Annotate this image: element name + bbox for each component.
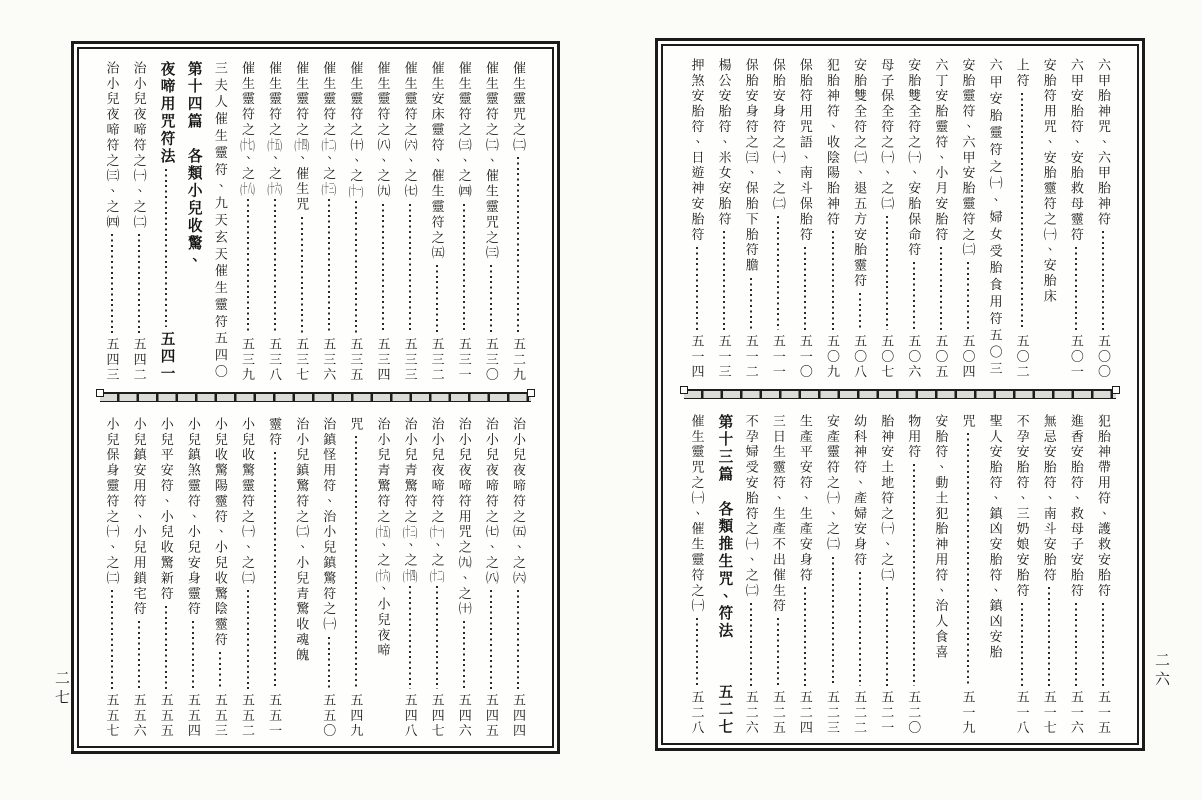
toc-entry [738, 58, 765, 380]
toc-entry-title: 不孕婦受安胎符之㈠、之㈡ [743, 414, 759, 599]
toc-entry [369, 417, 396, 739]
toc-entry [927, 414, 954, 736]
stacked-numeral: (十七) [240, 138, 255, 151]
toc-entry-page-number: 五〇七 [879, 333, 895, 380]
toc-entry [234, 61, 261, 383]
toc-entry-page-number: 五三七 [294, 336, 310, 383]
toc-entry-title: 催生安床靈符、催生靈符之㈤ [429, 61, 445, 262]
toc-entry [397, 61, 424, 383]
toc-entry-page-number: 五四五 [483, 692, 499, 739]
toc-entry-page-number: 五五七 [104, 692, 120, 739]
toc-entry-page-number: 五〇三 [987, 328, 1003, 380]
stacked-numeral: (十三) [321, 181, 336, 195]
toc-entry [819, 58, 846, 380]
toc-entry-page-number: 五二二 [852, 689, 868, 736]
toc-entry-page-number: 五二八 [689, 689, 705, 736]
dot-leader [900, 258, 927, 334]
dot-leader [846, 289, 873, 334]
toc-entry-page-number: 五四二 [131, 336, 147, 383]
toc-entry-page-number: 五三三 [402, 336, 418, 383]
toc-entry-page-number: 五四七 [429, 692, 445, 739]
dot-leader [1063, 243, 1090, 334]
left-page [71, 41, 560, 754]
toc-entry-page-number: 五〇〇 [1095, 333, 1111, 380]
toc-entry [711, 414, 738, 736]
dot-leader [1036, 583, 1063, 689]
toc-entry-page-number: 五四〇 [212, 331, 228, 383]
toc-entry-title: 小兒保身靈符之㈠、之㈡ [104, 417, 120, 587]
toc-entry-page-number: 五三二 [429, 336, 445, 383]
dot-leader [451, 617, 478, 693]
toc-entry [315, 61, 342, 383]
toc-entry-page-number: 五一九 [960, 689, 976, 736]
stacked-numeral: (十一) [430, 524, 445, 538]
dot-leader [900, 460, 927, 690]
dot-leader [819, 227, 846, 333]
toc-entry-title: 保胎符用咒語、南斗保胎符 [797, 58, 813, 243]
dot-leader [153, 165, 180, 330]
dot-leader [684, 243, 711, 334]
binding-divider [684, 389, 1116, 399]
toc-entry-page-number: 五五五 [158, 692, 174, 739]
dot-leader [738, 274, 765, 334]
toc-entry-page-number: 五一八 [1014, 689, 1030, 736]
dot-leader [315, 633, 342, 693]
dot-leader [927, 243, 954, 334]
binding-divider [100, 392, 531, 402]
toc-entry-title: 催生靈符之㈢、之㈣ [456, 61, 472, 200]
dot-leader [126, 617, 153, 693]
toc-entry [1036, 58, 1063, 380]
toc-entry [261, 417, 288, 739]
toc-entry-page-number: 五一四 [689, 333, 705, 380]
toc-entry-page-number: 五四四 [510, 692, 526, 739]
toc-entry-title: 安胎符、動土犯胎神用符、治人食喜 [933, 414, 949, 661]
toc-entry-page-number: 五五三 [212, 692, 228, 739]
toc-entry-title: 治小兒夜啼符之㈠、之㈡ [131, 61, 147, 231]
stacked-numeral: (十六) [375, 568, 391, 582]
toc-entry-title: 第十四篇 各類小兒收驚、 [185, 61, 202, 270]
toc-entry-title: 咒 [348, 417, 364, 433]
stacked-numeral: (十八) [240, 181, 255, 195]
stacked-numeral: (十一) [348, 184, 364, 198]
toc-entry-page-number: 五三〇 [483, 336, 499, 383]
toc-entry-title: 六甲胎神咒、六甲胎神符 [1095, 58, 1111, 228]
toc-entry-title: 治小兒青驚符之(十五)、之(十六)、小兒夜啼 [375, 417, 391, 659]
toc-entry-title: 無忌安胎符、南斗安胎符 [1041, 414, 1057, 584]
toc-entry-title: 治鎮怪用符、治小兒鎮驚符之㈠ [321, 417, 337, 633]
dot-leader [478, 586, 505, 692]
toc-entry-page-number: 五三八 [267, 336, 283, 383]
toc-entry-page-number: 五〇四 [960, 333, 976, 380]
dot-leader [505, 586, 532, 692]
toc-entry-title: 治小兒夜啼符之㈢、之㈣ [104, 61, 120, 231]
left-page-bottom-toc-list [99, 417, 532, 739]
dot-leader [954, 258, 981, 334]
toc-entry-title: 夜啼用咒符法 [158, 61, 175, 166]
toc-entry-title: 胎神安土地符之㈠、之㈡ [879, 414, 895, 584]
toc-entry-title: 靈符 [267, 417, 283, 448]
toc-entry [982, 58, 1009, 380]
toc-entry-title: 催生靈符之㈧、之㈨ [375, 61, 391, 200]
toc-entry-title: 三日生靈符、生產不出催生符 [770, 414, 786, 615]
dot-leader [234, 195, 261, 337]
toc-entry-page-number: 五一〇 [797, 333, 813, 380]
toc-entry-page-number: 五四六 [456, 692, 472, 739]
toc-entry-page-number: 五五一 [267, 692, 283, 739]
toc-entry-title: 小兒收驚靈符之㈠、之㈡ [240, 417, 256, 587]
dot-leader [288, 213, 315, 337]
toc-entry-title: 治小兒夜啼符用咒之㈨、之㈩ [456, 417, 472, 618]
toc-entry [927, 58, 954, 380]
dot-leader [1009, 599, 1036, 690]
dot-leader [424, 582, 451, 693]
dot-leader [234, 586, 261, 692]
stacked-numeral: (十六) [267, 181, 282, 195]
toc-entry-title: 犯胎神符、收陰陽胎神符 [825, 58, 841, 228]
toc-entry-title: 安胎雙全符之㈡、退五方安胎靈符 [852, 58, 868, 289]
toc-entry-page-number: 五三九 [240, 336, 256, 383]
toc-entry-page-number: 五五〇 [321, 692, 337, 739]
toc-entry-page-number: 五二六 [743, 689, 759, 736]
toc-entry-title: 催生靈符之㈡、催生靈咒之㈢ [483, 61, 499, 262]
toc-entry [207, 417, 234, 739]
toc-entry-title: 催生靈咒之㈠、催生靈符之㈠ [689, 414, 705, 615]
toc-entry [738, 414, 765, 736]
toc-entry-page-number: 五四一 [158, 330, 175, 383]
dot-leader [397, 200, 424, 337]
toc-entry-page-number: 五〇一 [1068, 333, 1084, 380]
dot-leader [126, 230, 153, 336]
toc-entry-page-number: 五二九 [510, 336, 526, 383]
toc-entry [1009, 58, 1036, 380]
toc-entry [1090, 414, 1117, 736]
toc-entry-page-number: 五二一 [879, 689, 895, 736]
dot-leader [738, 599, 765, 690]
dot-leader [478, 261, 505, 337]
left-folio-page-number: 二七 [53, 670, 69, 708]
toc-entry [153, 61, 180, 383]
dot-leader [261, 195, 288, 337]
toc-entry-page-number: 五二七 [716, 683, 733, 736]
toc-entry [846, 414, 873, 736]
toc-entry-page-number: 五二三 [825, 689, 841, 736]
toc-entry [819, 414, 846, 736]
toc-entry-page-number: 五四三 [104, 336, 120, 383]
toc-entry-page-number: 五二五 [770, 689, 786, 736]
toc-entry-title: 六甲安胎符、安胎救母靈符 [1068, 58, 1084, 243]
toc-entry [315, 417, 342, 739]
toc-entry [900, 414, 927, 736]
dot-leader [342, 432, 369, 692]
dot-leader [819, 553, 846, 690]
toc-entry-title: 幼科神符、產婦安身符 [852, 414, 868, 568]
toc-entry-page-number: 五五六 [131, 692, 147, 739]
toc-entry [99, 61, 126, 383]
dot-leader [792, 243, 819, 334]
toc-entry-page-number: 五三一 [456, 336, 472, 383]
dot-leader [342, 197, 369, 337]
toc-entry-page-number: 五一一 [770, 333, 786, 380]
toc-entry-page-number: 五一七 [1041, 689, 1057, 736]
toc-entry [424, 417, 451, 739]
dot-leader [315, 195, 342, 337]
toc-entry-page-number: 五二〇 [906, 689, 922, 736]
toc-entry-title: 保胎安身符之㈠、之㈡ [770, 58, 786, 212]
toc-entry-title: 物用符 [906, 414, 922, 461]
toc-entry [982, 414, 1009, 736]
toc-entry-page-number: 五三四 [375, 336, 391, 383]
toc-entry-title: 上符 [1014, 58, 1030, 89]
toc-entry [99, 417, 126, 739]
toc-entry-title: 不孕安胎符、三奶娘安胎符 [1014, 414, 1030, 599]
toc-entry-title: 治小兒夜啼符之㈦、之㈧ [483, 417, 499, 587]
toc-entry-title: 安胎符用咒、安胎靈符之㈠、安胎床 [1041, 58, 1057, 305]
toc-entry [126, 61, 153, 383]
toc-entry [711, 58, 738, 380]
toc-entry-title: 催生靈符之(十四)、催生咒 [294, 61, 310, 213]
right-page-top-toc-list [683, 58, 1117, 380]
toc-entry [873, 58, 900, 380]
dot-leader [954, 429, 981, 689]
toc-entry-page-number: 五〇九 [825, 333, 841, 380]
toc-entry-title: 押煞安胎符、日遊神安胎符 [689, 58, 705, 243]
dot-leader [1090, 227, 1117, 333]
left-page-top-toc-list [99, 61, 532, 383]
dot-leader [99, 586, 126, 692]
stacked-numeral: (十二) [430, 568, 445, 582]
dot-leader [873, 212, 900, 334]
toc-entry [954, 414, 981, 736]
stacked-numeral: (十四) [294, 138, 309, 151]
toc-entry-title: 保胎安身符之㈢、保胎下胎符膽 [743, 58, 759, 274]
toc-entry [180, 417, 207, 739]
toc-entry-title: 咒 [960, 414, 976, 430]
dot-leader [765, 212, 792, 334]
toc-entry-page-number: 五〇八 [852, 333, 868, 380]
toc-entry-title: 安胎靈符、六甲安胎靈符之㈡ [960, 58, 976, 259]
toc-entry [451, 61, 478, 383]
right-folio-page-number: 二六 [1153, 652, 1169, 690]
toc-entry-title: 催生靈符之(十五)、之(十六) [267, 61, 283, 195]
left-page-inner-frame [77, 47, 554, 748]
stacked-numeral: (十五) [267, 138, 282, 151]
toc-entry [397, 417, 424, 739]
dot-leader [451, 200, 478, 337]
toc-entry-page-number: 五四八 [402, 692, 418, 739]
toc-entry-title: 犯胎神帶用符、護救安胎符 [1095, 414, 1111, 599]
toc-entry-title: 小兒收驚陽靈符、小兒收驚陰靈符 [212, 417, 228, 648]
toc-entry-title: 三夫人催生靈符、九天玄天催生靈符 [212, 61, 228, 332]
toc-entry [126, 417, 153, 739]
dot-leader [1063, 599, 1090, 690]
toc-entry-title: 安產靈符之㈠、之㈡ [825, 414, 841, 553]
toc-entry [234, 417, 261, 739]
dot-leader [397, 582, 424, 693]
toc-entry-page-number: 五三六 [321, 336, 337, 383]
toc-entry-title: 催生靈符之(十二)、之(十三) [321, 61, 337, 195]
toc-entry [846, 58, 873, 380]
dot-leader [711, 227, 738, 333]
toc-entry [954, 58, 981, 380]
toc-entry-page-number: 五三五 [348, 336, 364, 383]
toc-entry [1009, 414, 1036, 736]
toc-entry [900, 58, 927, 380]
dot-leader [873, 583, 900, 689]
toc-entry-page-number: 五五四 [185, 692, 201, 739]
dot-leader [684, 614, 711, 690]
right-page-bottom-toc-list [683, 414, 1117, 736]
toc-entry [792, 414, 819, 736]
toc-entry [505, 61, 532, 383]
dot-leader [180, 617, 207, 693]
toc-entry-title: 催生靈咒之㈡ [510, 61, 526, 154]
toc-entry [261, 61, 288, 383]
dot-leader [792, 583, 819, 689]
toc-entry-page-number: 五〇六 [906, 333, 922, 380]
toc-entry-title: 催生靈符之(十七)、之(十八) [240, 61, 256, 195]
toc-entry [1063, 414, 1090, 736]
dot-leader [99, 230, 126, 336]
toc-entry [478, 61, 505, 383]
dot-leader [1009, 89, 1036, 334]
right-page [655, 38, 1145, 751]
right-page-inner-frame [661, 44, 1139, 745]
toc-entry [765, 414, 792, 736]
toc-entry-title: 六甲安胎靈符之㈠、婦女受胎食用符 [987, 58, 1003, 329]
toc-entry-title: 生產平安符、生產安身符 [797, 414, 813, 584]
toc-entry-page-number: 五〇五 [933, 333, 949, 380]
toc-entry-title: 催生靈符之㈥、之㈦ [402, 61, 418, 200]
toc-entry-title: 催生靈符之㈩、之(十一) [348, 61, 364, 198]
toc-entry-title: 治小兒夜啼符之(十一)、之(十二) [429, 417, 445, 582]
dot-leader [765, 614, 792, 690]
toc-entry [342, 61, 369, 383]
toc-entry [478, 417, 505, 739]
stacked-numeral: (十三) [402, 524, 418, 538]
toc-entry [684, 58, 711, 380]
toc-entry [1036, 414, 1063, 736]
stacked-numeral: (十二) [321, 138, 336, 151]
toc-entry [153, 417, 180, 739]
toc-entry [207, 61, 234, 383]
toc-entry-page-number: 五一三 [716, 333, 732, 380]
toc-entry [342, 417, 369, 739]
dot-leader [424, 261, 451, 337]
toc-entry [684, 414, 711, 736]
toc-entry-page-number: 五〇二 [1014, 333, 1030, 380]
toc-entry-title: 小兒鎮煞靈符、小兒安身靈符 [185, 417, 201, 618]
dot-leader [369, 200, 396, 337]
toc-entry [1090, 58, 1117, 380]
dot-leader [261, 448, 288, 693]
toc-entry-page-number: 五五二 [240, 692, 256, 739]
toc-entry [288, 417, 315, 739]
toc-entry-page-number: 五一五 [1095, 689, 1111, 736]
dot-leader [846, 568, 873, 690]
toc-entry-title: 第十三篇 各類推生咒、符法 [716, 414, 733, 641]
dot-leader [207, 648, 234, 693]
toc-entry-title: 安胎雙全符之㈠、安胎保命符 [906, 58, 922, 259]
dot-leader [1090, 599, 1117, 690]
stacked-numeral: (十五) [375, 524, 391, 538]
toc-entry-title: 楊公安胎符、米女安胎符 [716, 58, 732, 228]
toc-entry-page-number: 五一二 [743, 333, 759, 380]
toc-entry [873, 414, 900, 736]
toc-entry-title: 小兒鎮安用符、小兒用鎖宅符 [131, 417, 147, 618]
toc-entry-page-number: 五二四 [797, 689, 813, 736]
dot-leader [505, 153, 532, 336]
toc-entry [451, 417, 478, 739]
toc-entry-title: 母子保全符之㈠、之㈡ [879, 58, 895, 212]
toc-entry [288, 61, 315, 383]
toc-entry-title: 治小兒夜啼符之㈤、之㈥ [510, 417, 526, 587]
toc-entry [792, 58, 819, 380]
toc-entry-title: 治小兒青驚符之(十三)、之(十四) [402, 417, 418, 582]
toc-entry-page-number: 五四九 [348, 692, 364, 739]
toc-entry [369, 61, 396, 383]
toc-entry-page-number: 五一六 [1068, 689, 1084, 736]
toc-entry [180, 61, 207, 383]
dot-leader [153, 602, 180, 693]
toc-entry-title: 聖人安胎符、鎮凶安胎符、鎮凶安胎 [987, 414, 1003, 661]
toc-entry-title: 小兒平安符、小兒收驚新符 [158, 417, 174, 602]
toc-entry [424, 61, 451, 383]
toc-entry-title: 治小兒鎮驚符之㈡、小兒青驚收魂魄 [294, 417, 310, 664]
stacked-numeral: (十四) [402, 568, 418, 582]
toc-entry-title: 進香安胎符、救母子安胎符 [1068, 414, 1084, 599]
toc-entry [505, 417, 532, 739]
toc-entry [765, 58, 792, 380]
toc-entry-title: 六丁安胎靈符、小月安胎符 [933, 58, 949, 243]
toc-entry [1063, 58, 1090, 380]
